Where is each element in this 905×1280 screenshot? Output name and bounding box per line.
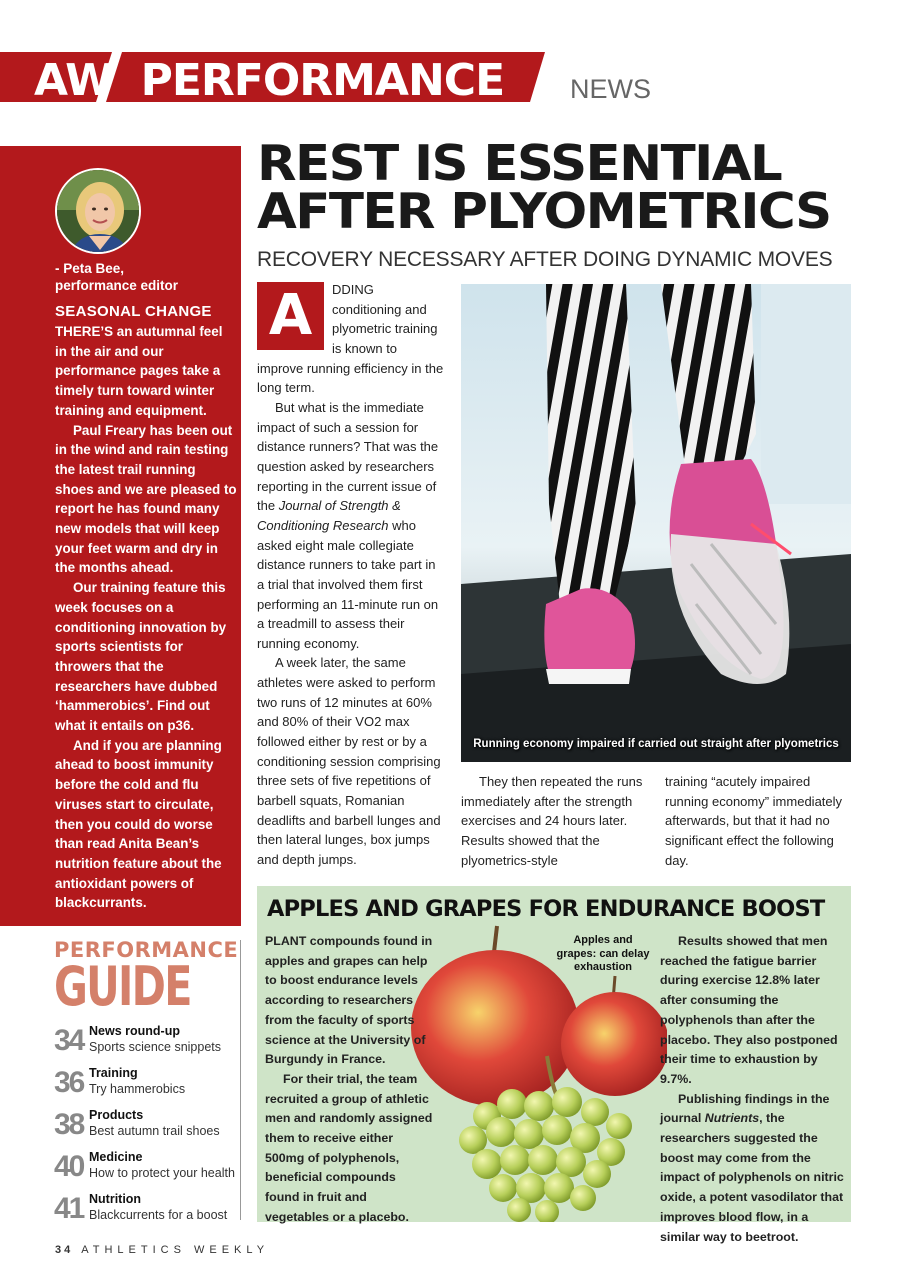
guide-item-news[interactable] [54, 1022, 244, 1064]
apples-grapes-box [257, 886, 851, 1244]
hero-image-caption: Running economy impaired if carried out straight after plyometrics [473, 738, 839, 750]
sidebar-body [55, 322, 238, 913]
article-column-2 [461, 772, 656, 870]
publication-name: ATHLETICS WEEKLY [81, 1244, 270, 1256]
masthead-banner [0, 52, 545, 106]
grape-bunch [459, 1087, 632, 1222]
apples-column-left [265, 932, 433, 1228]
article-paragraph [257, 398, 445, 654]
headline-line: REST IS ESSENTIAL [257, 135, 782, 192]
guide-item-heading: Nutrition [89, 1192, 142, 1206]
masthead-title [34, 55, 504, 106]
apples-text: , the researchers suggested the boost may come from the impact of polyphenols on nitric oxide, a potent vasodilator that improves blood flow, in a similar way to beetroot. [660, 1111, 844, 1244]
guide-item-heading: Training [89, 1066, 138, 1080]
editor-avatar [55, 168, 141, 254]
sidebar-paragraph: THERE’S an autumnal feel in the air and our performance pages take a timely turn toward winter training and equipment. [55, 324, 223, 418]
sidebar-paragraph: Paul Freary has been out in the wind and rain testing the latest trail running shoes and we are pleased to report he has found many new models that will keep your feet warm and dry in the months ahead. [55, 422, 237, 576]
apples-column-right [660, 932, 846, 1247]
sidebar-paragraph: Our training feature this week focuses on a conditioning innovation by sports scientists for throwers that the researchers have dubbed ‘hammerobics’. Find out what it entails on p36. [55, 580, 227, 734]
article-text: who asked eight male collegiate distance runners to take part in a trial that involved them first performing an 11-minute run on a treadmill to assess their running economy. [257, 517, 439, 651]
apples-text: Publishing findings in the journal [660, 1091, 830, 1126]
performance-guide [54, 938, 244, 1232]
guide-page-number: 40 [54, 1150, 84, 1183]
headline-line: AFTER PLYOMETRICS [257, 183, 831, 240]
masthead-section: PERFORMANCE [140, 55, 505, 106]
apples-paragraph: Results showed that men reached the fatigue barrier during exercise 12.8% later after consuming the polyphenols than after the placebo. They also postponed their time to exhaustion by 9.7%. [660, 934, 838, 1086]
guide-item-subtitle: How to protect your health [89, 1166, 235, 1180]
guide-page-number: 38 [54, 1108, 84, 1141]
guide-list [54, 1022, 244, 1232]
guide-item-medicine[interactable] [54, 1148, 244, 1190]
section-label: NEWS [570, 74, 651, 104]
guide-item-subtitle: Sports science snippets [89, 1040, 222, 1054]
article-column-1 [257, 280, 445, 870]
apples-image-caption: Apples and grapes: can delay exhaustion [556, 934, 650, 973]
masthead-logo: AW [34, 55, 113, 106]
editor-name: - Peta Bee, [55, 261, 125, 276]
guide-page-number: 36 [54, 1066, 84, 1099]
article-paragraph: They then repeated the runs immediately after the strength exercises and 24 hours later. Results showed that the plyometrics-style [461, 774, 643, 868]
editor-role: performance editor [55, 278, 179, 293]
editor-portrait-image [57, 170, 141, 254]
guide-item-subtitle: Blackcurrents for a boost [89, 1208, 228, 1222]
hero-image [461, 284, 851, 762]
editor-byline [55, 260, 178, 294]
guide-kicker: PERFORMANCE [54, 938, 239, 962]
page-footer [55, 1244, 269, 1256]
guide-page-number: 34 [54, 1024, 84, 1057]
page-number: 34 [55, 1244, 74, 1256]
guide-item-heading: News round-up [89, 1024, 180, 1038]
guide-item-heading: Medicine [89, 1150, 143, 1164]
treadmill-runner-illustration [461, 284, 851, 762]
drop-cap: A [257, 282, 324, 350]
sidebar-heading: SEASONAL CHANGE [55, 303, 212, 320]
journal-name: Journal of Strength & Conditioning Research [257, 498, 401, 533]
guide-item-training[interactable] [54, 1064, 244, 1106]
apples-box-headline: APPLES AND GRAPES FOR ENDURANCE BOOST [267, 896, 825, 922]
article-headline [257, 135, 831, 240]
apples-paragraph: For their trial, the team recruited a group of athletic men and randomly assigned them to receive either 500mg of polyphenols, beneficial compounds found in fruit and vegetables or a placebo. [265, 1071, 433, 1224]
guide-item-nutrition[interactable] [54, 1190, 244, 1232]
apples-paragraph: PLANT compounds found in apples and grapes can help to boost endurance levels according to researchers from the faculty of sports science at the University of Burgundy in France. [265, 934, 433, 1067]
guide-item-heading: Products [89, 1108, 144, 1122]
article-paragraph: training “acutely impaired running economy” immediately afterwards, but that it had no significant effect the following day. [665, 774, 843, 868]
article-standfirst: RECOVERY NECESSARY AFTER DOING DYNAMIC MOVES [257, 248, 833, 271]
apples-paragraph [660, 1090, 846, 1248]
article-text: But what is the immediate impact of such a session for distance runners? That was the question asked by researchers reporting in the current issue of the [257, 399, 439, 514]
guide-item-subtitle: Try hammerobics [89, 1082, 186, 1096]
editor-sidebar [0, 146, 241, 926]
sidebar-paragraph: And if you are planning ahead to boost immunity before the cold and flu viruses start to circulate, then you could do worse than read Anita Bean’s nutrition feature about the antioxidant powers of blackcurrants. [55, 737, 222, 911]
guide-item-products[interactable] [54, 1106, 244, 1148]
journal-name: Nutrients [704, 1111, 760, 1126]
article-column-3 [665, 772, 850, 870]
article-paragraph: A week later, the same athletes were asked to perform two runs of 12 minutes at 60% and 80% of their VO2 max followed either by rest or by a conditioning session comprising three sets of five repetitions of barbell squats, Romanian deadlifts and barbell lunges and then lateral lunges, box jumps and depth jumps. [257, 655, 441, 868]
guide-title: GUIDE [54, 955, 191, 1018]
guide-page-number: 41 [54, 1192, 84, 1225]
guide-item-subtitle: Best autumn trail shoes [89, 1124, 220, 1138]
article-paragraph: DDING conditioning and plyometric training is known to improve running efficiency in the long term. [257, 282, 444, 396]
